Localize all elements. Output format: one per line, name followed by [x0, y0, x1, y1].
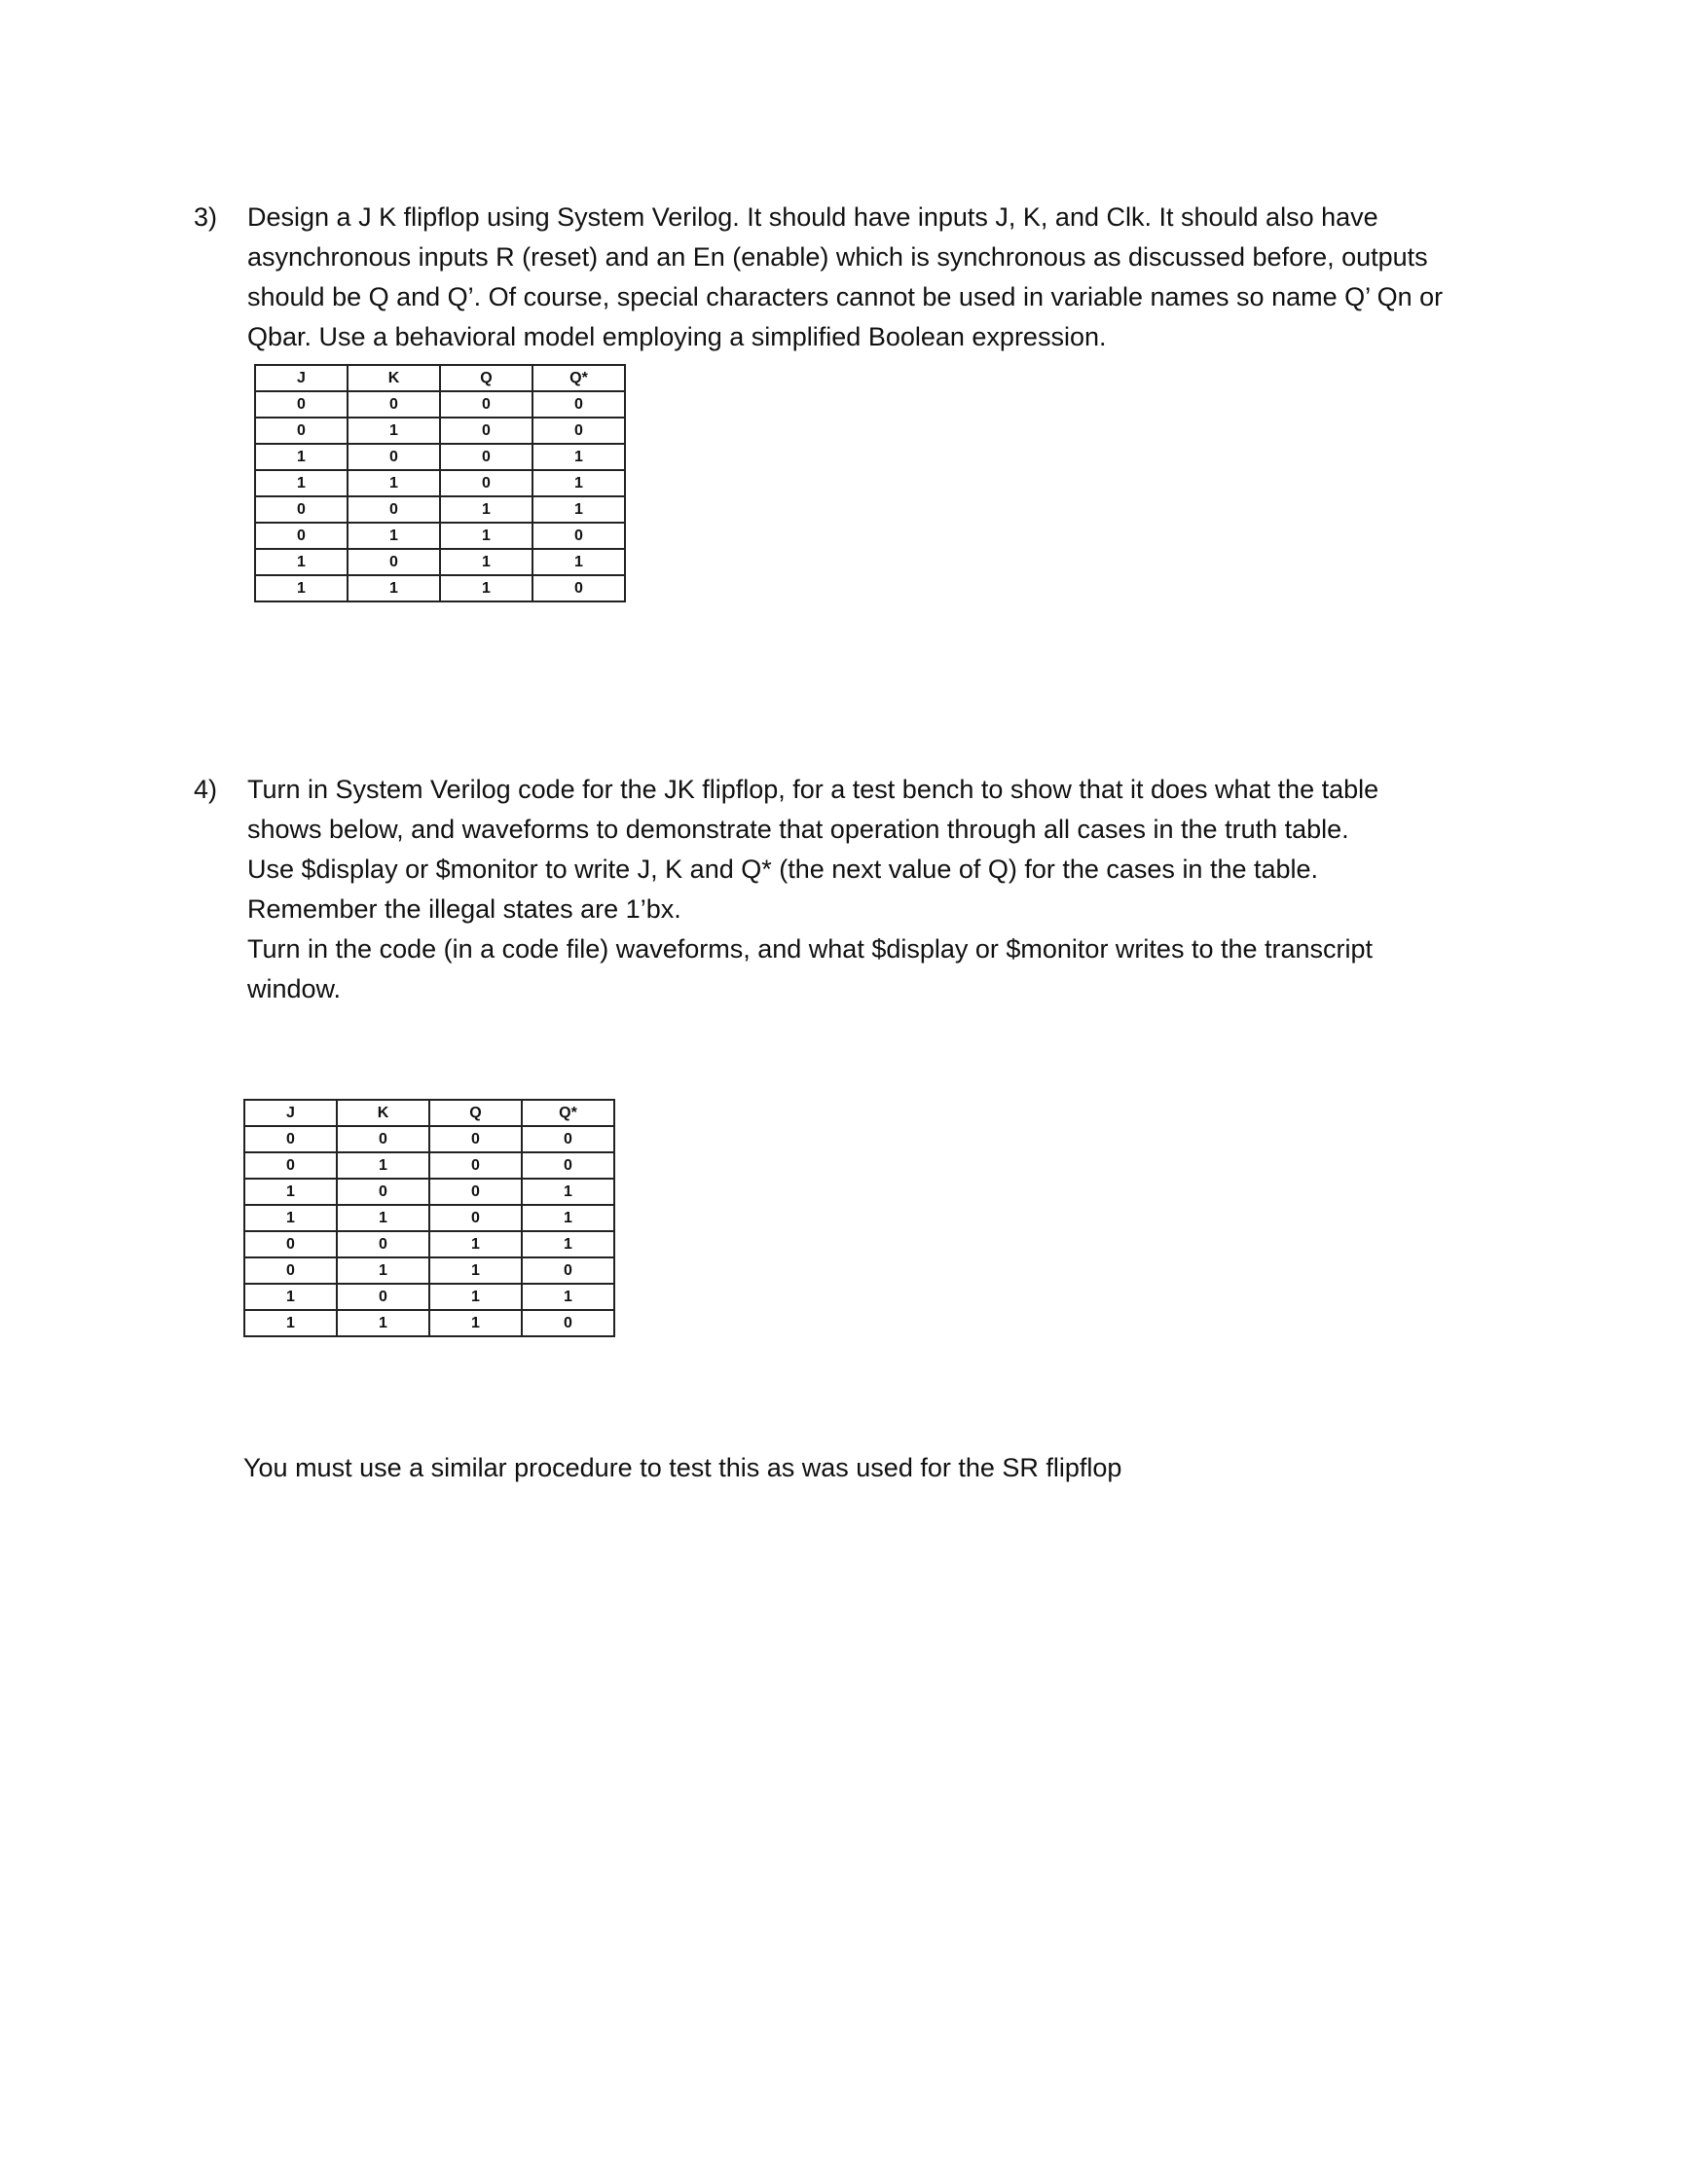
table-cell: 0 — [337, 1284, 429, 1310]
table-cell: 0 — [522, 1126, 614, 1152]
table-cell: 0 — [429, 1179, 522, 1205]
question-4-line: Turn in the code (in a code file) waveforms, and what $display or $monitor writes to the transcript — [247, 934, 1374, 964]
table-cell: 1 — [532, 470, 625, 496]
table-cell: 0 — [522, 1310, 614, 1336]
footer-note: You must use a similar procedure to test this as was used for the SR flipflop — [243, 1453, 1122, 1482]
header-q: Q — [440, 365, 532, 391]
table-cell: 0 — [244, 1257, 337, 1284]
table-cell: 1 — [348, 418, 440, 444]
question-3-number: 3) — [194, 202, 218, 232]
header-j: J — [255, 365, 348, 391]
table-cell: 1 — [255, 470, 348, 496]
header-q: Q — [429, 1100, 522, 1126]
header-k: K — [348, 365, 440, 391]
table-cell: 0 — [429, 1205, 522, 1231]
table-cell: 0 — [440, 391, 532, 418]
table-cell: 1 — [522, 1205, 614, 1231]
table-row — [255, 523, 625, 549]
table-row — [255, 444, 625, 470]
table-cell: 1 — [255, 575, 348, 601]
table-row — [244, 1205, 614, 1231]
table-cell: 1 — [244, 1205, 337, 1231]
table-cell: 1 — [429, 1257, 522, 1284]
table-cell: 0 — [255, 523, 348, 549]
table-header-row — [244, 1100, 614, 1126]
table-cell: 0 — [429, 1152, 522, 1179]
table-cell: 1 — [440, 575, 532, 601]
table-cell: 0 — [255, 418, 348, 444]
table-row — [244, 1310, 614, 1336]
question-4-text — [247, 770, 1498, 1009]
table-cell: 0 — [429, 1126, 522, 1152]
table-row — [244, 1179, 614, 1205]
table-cell: 0 — [348, 549, 440, 575]
table-row — [255, 575, 625, 601]
table-cell: 1 — [532, 444, 625, 470]
table-cell: 0 — [440, 444, 532, 470]
table-cell: 0 — [337, 1231, 429, 1257]
table-cell: 0 — [440, 418, 532, 444]
table-row — [255, 418, 625, 444]
table-cell: 0 — [337, 1179, 429, 1205]
table-cell: 0 — [348, 496, 440, 523]
table-cell: 0 — [440, 470, 532, 496]
header-q-next: Q* — [522, 1100, 614, 1126]
table-row — [255, 549, 625, 575]
header-j: J — [244, 1100, 337, 1126]
table-cell: 0 — [532, 523, 625, 549]
table-cell: 0 — [348, 391, 440, 418]
table-row — [255, 496, 625, 523]
table-row — [244, 1231, 614, 1257]
table-cell: 1 — [337, 1205, 429, 1231]
table-cell: 0 — [522, 1257, 614, 1284]
table-cell: 1 — [532, 496, 625, 523]
table-cell: 1 — [255, 444, 348, 470]
table-cell: 1 — [429, 1310, 522, 1336]
truth-table-2 — [243, 1099, 615, 1337]
table-row — [244, 1284, 614, 1310]
table-cell: 1 — [337, 1152, 429, 1179]
table-cell: 0 — [532, 391, 625, 418]
table-row — [244, 1257, 614, 1284]
table-cell: 1 — [522, 1284, 614, 1310]
table-cell: 0 — [348, 444, 440, 470]
table-header-row — [255, 365, 625, 391]
question-4-number: 4) — [194, 775, 218, 804]
table-cell: 1 — [522, 1231, 614, 1257]
table-cell: 1 — [429, 1284, 522, 1310]
question-4-line: Use $display or $monitor to write J, K and Q* (the next value of Q) for the cases in the table. — [247, 855, 1319, 884]
table-cell: 0 — [337, 1126, 429, 1152]
table-row — [244, 1152, 614, 1179]
table-cell: 1 — [348, 523, 440, 549]
header-q-next: Q* — [532, 365, 625, 391]
table-row — [255, 470, 625, 496]
header-k: K — [337, 1100, 429, 1126]
table-cell: 0 — [244, 1126, 337, 1152]
table-cell: 1 — [440, 523, 532, 549]
table-cell: 1 — [337, 1257, 429, 1284]
table-row — [255, 391, 625, 418]
question-4-line: Turn in System Verilog code for the JK flipflop, for a test bench to show that it does what the table — [247, 775, 1379, 804]
table-cell: 1 — [440, 549, 532, 575]
table-cell: 1 — [348, 470, 440, 496]
table-cell: 0 — [522, 1152, 614, 1179]
question-3 — [194, 198, 1498, 357]
table-cell: 0 — [532, 575, 625, 601]
question-4-line: shows below, and waveforms to demonstrate that operation through all cases in the truth table. — [247, 815, 1349, 844]
question-4-line: window. — [247, 974, 342, 1003]
table-cell: 0 — [532, 418, 625, 444]
table-cell: 1 — [244, 1284, 337, 1310]
table-cell: 1 — [244, 1310, 337, 1336]
table-row — [244, 1126, 614, 1152]
table-cell: 1 — [532, 549, 625, 575]
table-cell: 0 — [244, 1231, 337, 1257]
question-4 — [194, 770, 1498, 1009]
table-cell: 1 — [429, 1231, 522, 1257]
table-cell: 1 — [440, 496, 532, 523]
table-cell: 0 — [244, 1152, 337, 1179]
table-cell: 1 — [337, 1310, 429, 1336]
table-cell: 1 — [255, 549, 348, 575]
truth-table-1 — [254, 364, 626, 602]
question-4-line: Remember the illegal states are 1’bx. — [247, 894, 681, 924]
table-cell: 1 — [522, 1179, 614, 1205]
question-3-text: Design a J K flipflop using System Verilog. It should have inputs J, K, and Clk. It should also have asynchronous inputs R (reset) and an En (enable) which is synchronous as discussed before, outputs should be Q and Q’. Of course, special characters cannot be used in variable names so name Q’ Qn or Qbar. Use a behavioral model employing a simplified Boolean expression. — [247, 202, 1444, 351]
table-cell: 0 — [255, 391, 348, 418]
table-cell: 1 — [244, 1179, 337, 1205]
table-cell: 1 — [348, 575, 440, 601]
table-cell: 0 — [255, 496, 348, 523]
